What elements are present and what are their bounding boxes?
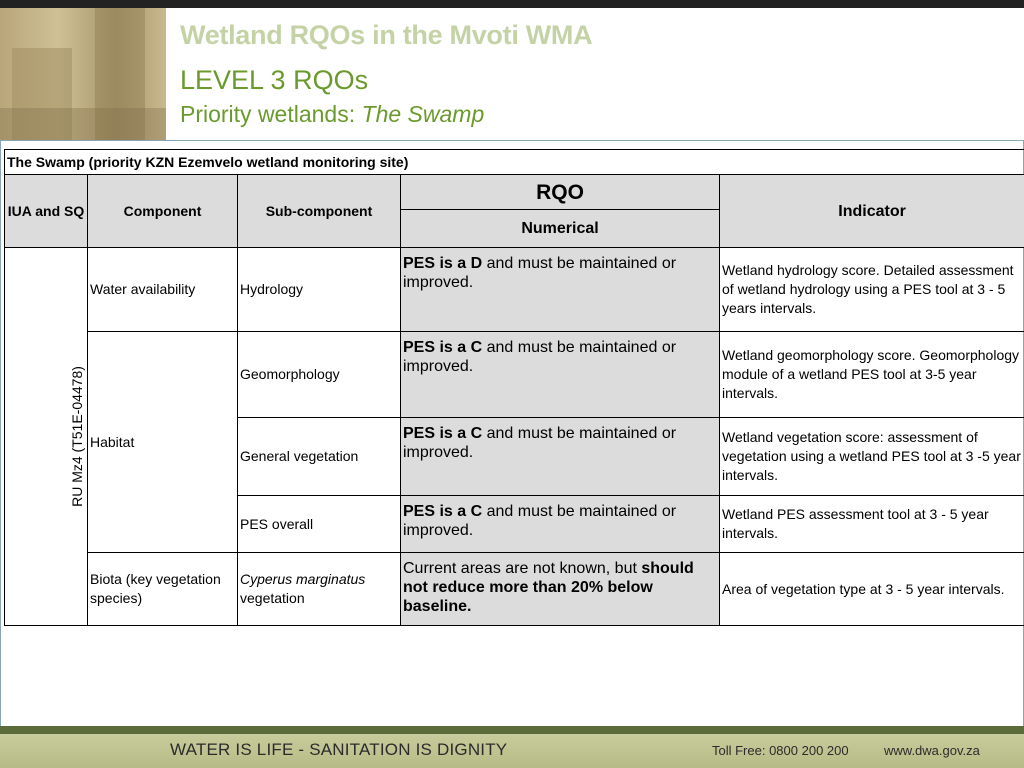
subtitle-italic: The Swamp — [361, 101, 485, 127]
rqo-bold: PES is a D — [403, 255, 483, 272]
rqo-bold: PES is a C — [403, 503, 483, 520]
slide-subtitle — [180, 100, 1010, 128]
header-component: Component — [88, 175, 238, 248]
rqo-bold: PES is a C — [403, 425, 483, 442]
rqo-cell — [401, 496, 720, 553]
table-row — [5, 332, 1024, 418]
footer-band — [0, 734, 1024, 768]
indicator-cell: Wetland hydrology score. Detailed assessment of wetland hydrology using a PES tool at 3 - 5 years intervals. — [720, 248, 1024, 332]
photo-shape — [0, 108, 166, 140]
rqo-text: and must be maintained or improved. — [403, 339, 677, 375]
footer-stripe — [0, 726, 1024, 734]
header-subcomponent: Sub-component — [238, 175, 401, 248]
rqo-cell — [401, 248, 720, 332]
slide-title: LEVEL 3 RQOs — [180, 65, 369, 95]
rqo-bold: should not reduce more than 20% below baseline. — [403, 560, 694, 615]
rqo-text: Current areas are not known, but — [403, 560, 642, 577]
indicator-cell: Wetland geomorphology score. Geomorphology module of a wetland PES tool at 3-5 year intervals. — [720, 332, 1024, 418]
table-row — [5, 248, 1024, 332]
footer-website: www.dwa.gov.za — [884, 743, 980, 758]
subcomponent-cell — [238, 553, 401, 626]
header-photo — [0, 8, 166, 140]
header-iua: IUA and SQ — [5, 175, 88, 248]
rqo-cell — [401, 418, 720, 496]
subcomponent-cell: General vegetation — [238, 418, 401, 496]
rqo-bold: PES is a C — [403, 339, 483, 356]
rqo-text: and must be maintained or improved. — [403, 255, 677, 291]
component-cell: Water availability — [88, 248, 238, 332]
header-indicator: Indicator — [720, 175, 1024, 248]
slide-header — [180, 18, 1010, 128]
component-cell: Biota (key vegetation species) — [88, 553, 238, 626]
rqo-text: and must be maintained or improved. — [403, 425, 677, 461]
indicator-cell: Wetland vegetation score: assessment of vegetation using a wetland PES tool at 3 -5 year intervals. — [720, 418, 1024, 496]
indicator-cell: Area of vegetation type at 3 - 5 year intervals. — [720, 553, 1024, 626]
subcomponent-cell: PES overall — [238, 496, 401, 553]
component-cell: Habitat — [88, 332, 238, 553]
footer-tollfree: Toll Free: 0800 200 200 — [712, 743, 849, 758]
header-numerical: Numerical — [401, 210, 720, 248]
subcomponent-text: vegetation — [240, 590, 305, 606]
table-caption: The Swamp (priority KZN Ezemvelo wetland monitoring site) — [5, 150, 1024, 175]
subtitle-prefix: Priority wetlands: — [180, 101, 362, 127]
indicator-cell: Wetland PES assessment tool at 3 - 5 year intervals. — [720, 496, 1024, 553]
iua-value: RU Mz4 (T51E-04478) — [68, 366, 85, 507]
species-name: Cyperus marginatus — [240, 571, 366, 587]
ghost-title: Wetland RQOs in the Mvoti WMA — [180, 20, 593, 50]
rqo-text: and must be maintained or improved. — [403, 503, 677, 539]
top-bar — [0, 0, 1024, 8]
iua-cell — [5, 248, 88, 626]
rqo-cell — [401, 332, 720, 418]
rqo-cell — [401, 553, 720, 626]
subcomponent-cell: Hydrology — [238, 248, 401, 332]
header-rqo: RQO — [401, 175, 720, 210]
rqo-table — [4, 149, 1024, 626]
footer-slogan: WATER IS LIFE - SANITATION IS DIGNITY — [170, 740, 508, 759]
table-row — [5, 553, 1024, 626]
subcomponent-cell: Geomorphology — [238, 332, 401, 418]
